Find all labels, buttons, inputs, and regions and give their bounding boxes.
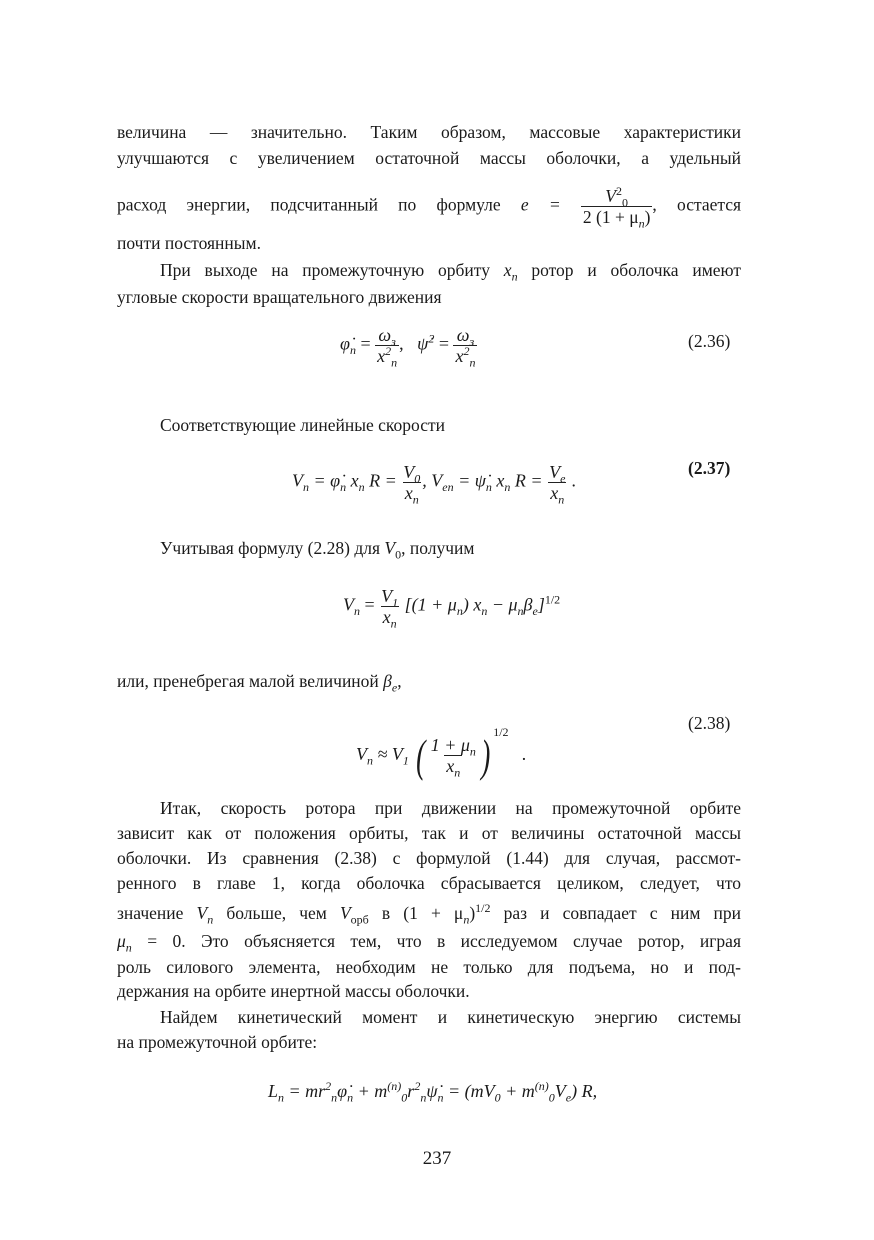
math: μ [117,931,126,951]
math: n [517,604,524,619]
math: n [511,269,518,284]
math: x [446,756,455,777]
math: n [463,912,470,927]
math: e [560,471,566,486]
math: ) [469,903,476,923]
text-line [160,259,742,284]
math: L [268,1081,279,1101]
math: n [456,604,463,619]
math: 2 [463,344,470,358]
equation-number: (2.38) [688,713,731,733]
text-line: угловые скорости вращательного движения [117,287,442,307]
math: з [469,334,475,349]
equation-2-36 [340,325,477,370]
math: 0 [395,547,402,562]
text: расход энергии, подсчитанный по формуле [117,194,501,215]
equation-2-37 [292,462,577,507]
math: 2 [325,1079,332,1093]
math: = mr [288,1081,326,1101]
math: x [455,346,464,366]
math: V [292,470,303,491]
text-line [160,537,741,562]
math: 0 [622,195,628,210]
fraction [453,325,477,370]
math: e [391,680,398,695]
math: x [377,346,386,366]
math: n [391,355,398,370]
text-line [117,901,741,927]
math: в (1 + μ [381,903,464,923]
math: n [331,1090,338,1105]
math: 1 [392,595,399,610]
text: При выходе на промежуточную орбиту [160,260,490,280]
fraction [581,184,653,231]
text-line: на промежуточной орбите: [117,1032,318,1052]
math: . [522,744,527,764]
equation-number: (2.37) [688,458,731,478]
math: β [383,671,392,691]
text-line [117,670,741,695]
text-line: почти постоянным. [117,233,261,253]
math: n [303,480,309,495]
math: = [364,594,375,615]
math: (n) [534,1079,549,1093]
math: ) x [462,594,482,615]
text: раз и совпадает с ним при [503,903,741,923]
math: R = [514,470,543,491]
math: V [339,903,351,923]
math: 1/2 [544,592,561,607]
math: 2 [428,331,435,346]
math: β [523,594,533,615]
math: + m [505,1081,535,1101]
fraction [375,325,399,370]
math: − μ [491,594,518,615]
math: n [437,1090,444,1105]
math: 0 [414,471,421,486]
math: n [278,1090,285,1105]
text-line: величина — значительно. Таким образом, массовые характеристики [117,122,741,142]
math: e [532,604,538,619]
math: 1/2 [475,901,491,916]
text-line: Соответствующие линейные скорости [160,415,445,435]
fraction [379,586,400,631]
math: en [442,480,454,495]
math: φ̇ [340,333,350,354]
math: 2 (1 + μ [582,207,639,227]
math: 0 [494,1090,501,1105]
math: ψ̇ [426,1081,438,1101]
math: n [358,480,365,495]
math: V [403,462,415,482]
text-line: зависит как от положения орбиты, так и от величины остаточной массы [117,823,741,843]
math: 1 + μ [430,735,470,756]
math: = ψ̇ [458,470,486,491]
text: , [397,671,402,691]
text-line: оболочки. Из сравнения (2.38) с формулой (1.44) для случая, рассмот- [117,848,741,868]
math: V [431,470,443,491]
math: [(1 + μ [404,594,457,615]
text-line: ренного в главе 1, когда оболочка сбрасывается целиком, следует, что [117,873,741,893]
math: n [347,1090,354,1105]
math: = φ̇ [313,470,341,491]
text: или, пренебрегая малой величиной [117,671,379,691]
math: r [407,1081,415,1101]
math: 1/2 [493,725,509,739]
math: 2 [616,184,622,199]
math: e = [520,194,561,215]
math: ψ̇ [417,333,429,354]
math: V [384,538,396,558]
math: n [485,480,492,495]
math: n [367,753,373,768]
text-line: держания на орбите инертной массы оболочки. [117,981,470,1001]
math: ≈ V [377,744,403,764]
math: , [399,333,404,354]
math: n [412,492,419,507]
math: n [469,744,476,759]
text: ротор и оболочка имеют [531,260,742,280]
math: ] [537,594,545,615]
text-line: Итак, скорость ротора при движении на промежуточной орбите [160,798,741,818]
math: . [571,470,577,491]
math: V [196,903,208,923]
math: e [565,1090,572,1105]
math: V [605,186,616,206]
math: n [454,765,461,780]
text: значение [117,903,184,923]
math: x [404,483,413,503]
math: V [554,1081,566,1101]
math: = [438,333,449,354]
math: x [350,470,359,491]
math: (n) [387,1079,402,1093]
text: больше, чем [226,903,327,923]
math: V [343,594,354,615]
math: R = [369,470,397,491]
math: 2 [414,1079,421,1093]
math: n [420,1090,427,1105]
equation-2-38 [356,725,527,781]
math: x [503,260,512,280]
math: 2 [385,344,392,358]
fraction [547,462,567,507]
text-line-with-formula [117,184,742,231]
math: n [340,480,347,495]
text: = 0. Это объясняется тем, что в исследуемом случае ротор, играя [147,931,742,951]
math: n [349,343,356,358]
left-paren: ( [416,729,426,781]
math: V [549,462,561,482]
math: n [638,216,645,231]
fraction [429,735,478,780]
math: n [558,492,565,507]
math: + m [357,1081,388,1101]
right-paren: ) [480,729,491,781]
math: n [125,940,132,955]
page-number: 237 [422,1148,452,1169]
math: n [469,355,476,370]
fraction [401,462,422,507]
math: ω [456,325,470,345]
math: φ̇ [337,1081,348,1101]
text-line: Найдем кинетический момент и кинетическую энергию системы [160,1007,741,1027]
math: ) R, [571,1081,598,1101]
math: з [391,334,396,349]
math: V [381,586,393,606]
equation-number: (2.36) [688,331,731,351]
math: 1 [402,753,409,768]
math: n [390,616,397,631]
equation-vn [343,586,561,631]
math: , [422,470,427,491]
equation-ln [268,1079,598,1105]
math: n [481,604,488,619]
text: Учитывая формулу (2.28) для [160,538,381,558]
math: x [382,607,391,627]
math: = [360,333,371,354]
math: ω [378,325,392,345]
text: , остается [652,194,742,215]
math: ) [644,207,651,227]
math: n [354,604,360,619]
math: n [207,912,214,927]
text-line: улучшаются с увеличением остаточной массы оболочки, а удельный [117,148,741,168]
math: = (mV [448,1081,495,1101]
text: , получим [401,538,475,558]
math: 0 [548,1090,555,1105]
text-line: роль силового элемента, необходим не только для подъема, но и под- [117,957,741,977]
math: 0 [401,1090,408,1105]
math: V [356,744,367,764]
math: x [496,470,505,491]
math: n [504,480,511,495]
text-line [117,930,742,955]
math: x [550,483,559,503]
math: орб [350,912,369,927]
